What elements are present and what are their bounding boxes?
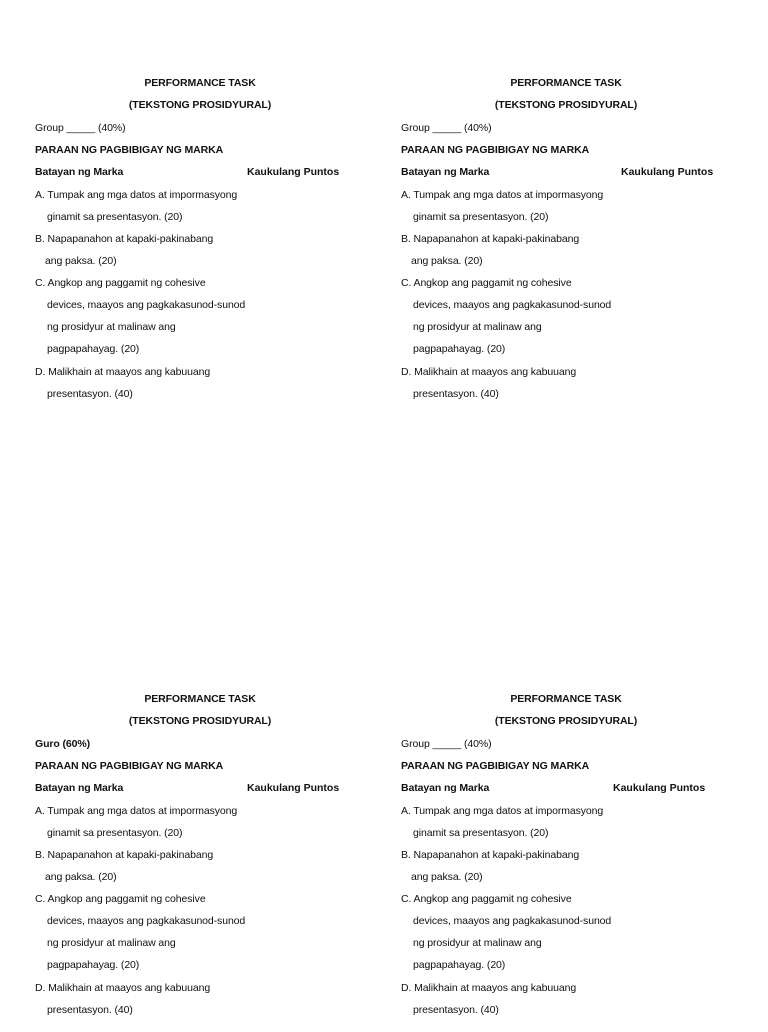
criterion-line: pagpapahayag. (20) (413, 959, 506, 971)
column-header-points: Kaukulang Puntos (621, 166, 714, 178)
section-title: PARAAN NG PAGBIBIGAY NG MARKA (401, 760, 590, 772)
criterion-line: D. Malikhain at maayos ang kabuuang (401, 366, 577, 378)
criterion-line: pagpapahayag. (20) (47, 343, 140, 355)
criterion-line: C. Angkop ang paggamit ng cohesive (401, 893, 572, 905)
card-title: PERFORMANCE TASK (510, 77, 622, 89)
criterion-line: ang paksa. (20) (45, 255, 117, 267)
criterion-line: D. Malikhain at maayos ang kabuuang (401, 982, 577, 994)
section-title: PARAAN NG PAGBIBIGAY NG MARKA (401, 144, 590, 156)
section-title: PARAAN NG PAGBIBIGAY NG MARKA (35, 760, 224, 772)
criterion-line: ang paksa. (20) (411, 255, 483, 267)
criterion-line: C. Angkop ang paggamit ng cohesive (401, 277, 572, 289)
rubric-card (401, 692, 731, 1032)
criterion-line: ng prosidyur at malinaw ang (47, 937, 176, 949)
column-header-points: Kaukulang Puntos (247, 166, 340, 178)
criterion-line: devices, maayos ang pagkakasunod-sunod (47, 915, 246, 927)
criterion-line: B. Napapanahon at kapaki-pakinabang (35, 233, 214, 245)
criterion-line: A. Tumpak ang mga datos at impormasyong (35, 189, 238, 201)
card-subtitle: (TEKSTONG PROSIDYURAL) (494, 99, 638, 111)
column-header-criteria: Batayan ng Marka (35, 782, 124, 794)
criterion-line: ng prosidyur at malinaw ang (413, 937, 542, 949)
card-subtitle: (TEKSTONG PROSIDYURAL) (128, 99, 272, 111)
group-line: Group _____ (40%) (401, 122, 492, 134)
criterion-line: presentasyon. (40) (413, 388, 499, 400)
criterion-line: ginamit sa presentasyon. (20) (413, 211, 549, 223)
criterion-line: ng prosidyur at malinaw ang (47, 321, 176, 333)
criterion-line: pagpapahayag. (20) (47, 959, 140, 971)
criterion-line: C. Angkop ang paggamit ng cohesive (35, 277, 206, 289)
group-line: Group _____ (40%) (35, 122, 126, 134)
criterion-line: ginamit sa presentasyon. (20) (413, 827, 549, 839)
section-title: PARAAN NG PAGBIBIGAY NG MARKA (35, 144, 224, 156)
criterion-line: D. Malikhain at maayos ang kabuuang (35, 982, 211, 994)
card-title: PERFORMANCE TASK (510, 693, 622, 705)
group-line: Group _____ (40%) (401, 738, 492, 750)
criterion-line: B. Napapanahon at kapaki-pakinabang (35, 849, 214, 861)
rubric-card (401, 76, 731, 416)
criterion-line: ng prosidyur at malinaw ang (413, 321, 542, 333)
criterion-line: B. Napapanahon at kapaki-pakinabang (401, 233, 580, 245)
criterion-line: ginamit sa presentasyon. (20) (47, 211, 183, 223)
card-title: PERFORMANCE TASK (144, 77, 256, 89)
group-line: Guro (60%) (35, 738, 91, 750)
column-header-criteria: Batayan ng Marka (35, 166, 124, 178)
criterion-line: A. Tumpak ang mga datos at impormasyong (401, 805, 604, 817)
column-header-points: Kaukulang Puntos (613, 782, 706, 794)
rubric-card (35, 692, 365, 1032)
criterion-line: ang paksa. (20) (45, 871, 117, 883)
criterion-line: pagpapahayag. (20) (413, 343, 506, 355)
card-subtitle: (TEKSTONG PROSIDYURAL) (494, 715, 638, 727)
column-header-points: Kaukulang Puntos (247, 782, 340, 794)
criterion-line: presentasyon. (40) (413, 1004, 499, 1016)
criterion-line: ang paksa. (20) (411, 871, 483, 883)
card-subtitle: (TEKSTONG PROSIDYURAL) (128, 715, 272, 727)
criterion-line: devices, maayos ang pagkakasunod-sunod (413, 915, 612, 927)
criterion-line: B. Napapanahon at kapaki-pakinabang (401, 849, 580, 861)
criterion-line: C. Angkop ang paggamit ng cohesive (35, 893, 206, 905)
criterion-line: D. Malikhain at maayos ang kabuuang (35, 366, 211, 378)
rubric-card (35, 76, 365, 416)
card-title: PERFORMANCE TASK (144, 693, 256, 705)
column-header-criteria: Batayan ng Marka (401, 782, 490, 794)
criterion-line: devices, maayos ang pagkakasunod-sunod (413, 299, 612, 311)
criterion-line: A. Tumpak ang mga datos at impormasyong (401, 189, 604, 201)
criterion-line: A. Tumpak ang mga datos at impormasyong (35, 805, 238, 817)
criterion-line: presentasyon. (40) (47, 1004, 133, 1016)
criterion-line: presentasyon. (40) (47, 388, 133, 400)
column-header-criteria: Batayan ng Marka (401, 166, 490, 178)
criterion-line: devices, maayos ang pagkakasunod-sunod (47, 299, 246, 311)
criterion-line: ginamit sa presentasyon. (20) (47, 827, 183, 839)
